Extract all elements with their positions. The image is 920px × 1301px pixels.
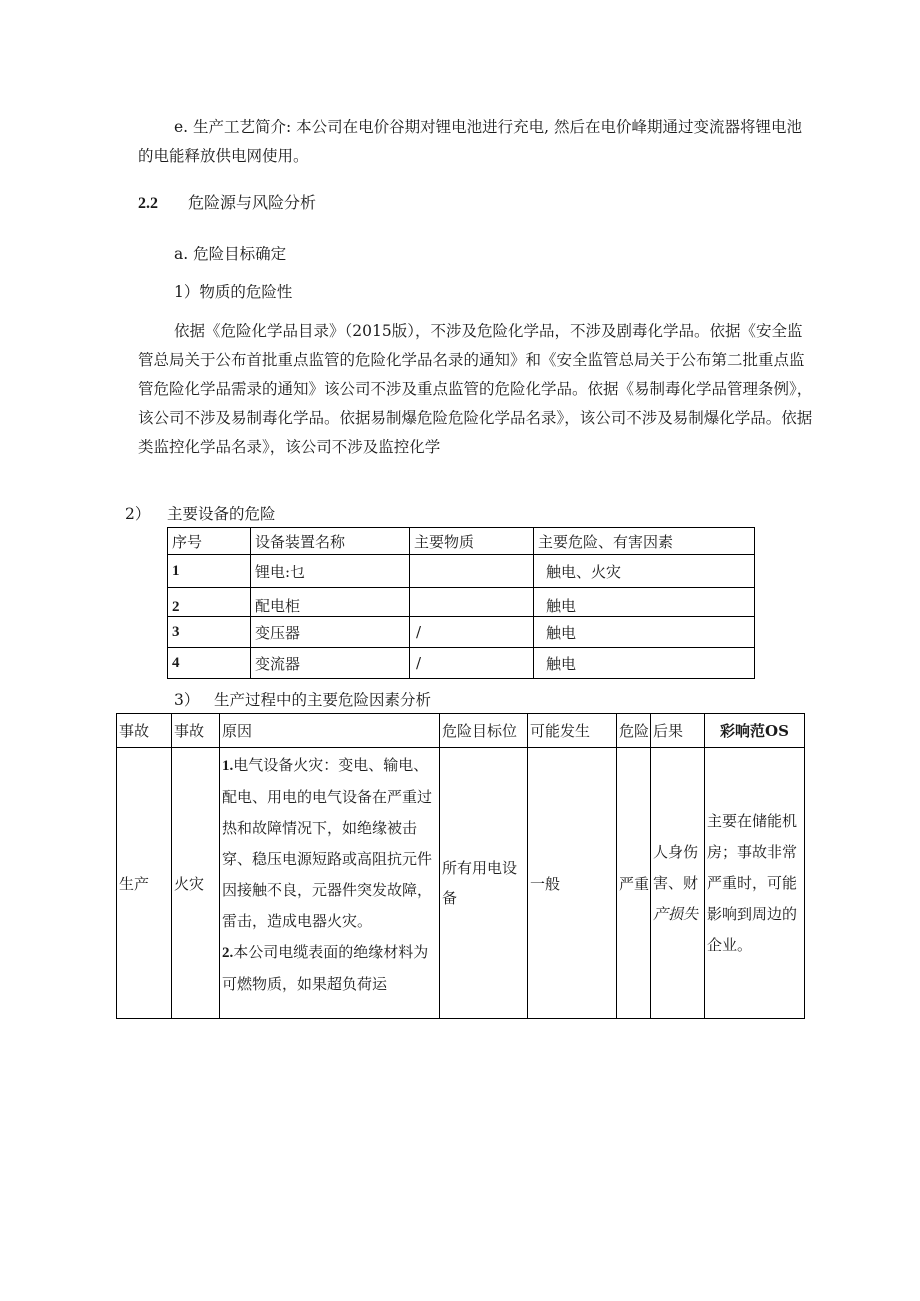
- header-cell: 设备装置名称: [251, 528, 410, 555]
- cause2-text: 本公司电缆表面的绝缘材料为可燃物质，如果超负荷运: [222, 943, 429, 993]
- equipment-name: 变流器: [251, 648, 410, 679]
- header-cell: 主要物质: [410, 528, 534, 555]
- item3-heading: [174, 688, 431, 710]
- risk-analysis-table: [116, 713, 805, 1019]
- consequence-text-italic: 产损失: [653, 904, 699, 923]
- scope-cell: 主要在储能机房；事故非常严重时，可能影响到周边的企业。: [705, 748, 805, 1019]
- equipment-material: [410, 555, 534, 588]
- row-number: 4: [168, 648, 251, 679]
- header-cell: 可能发生: [528, 714, 617, 748]
- equipment-name: 变压器: [251, 617, 410, 648]
- item2-heading: [125, 502, 276, 524]
- header-cell: 序号: [168, 528, 251, 555]
- item2-title: 主要设备的危险: [167, 505, 276, 523]
- header-cell: 后果: [651, 714, 705, 748]
- likelihood-cell: 一般: [528, 748, 617, 1019]
- section-heading: [138, 190, 316, 213]
- row-number: 2: [168, 588, 251, 617]
- severity-cell: 严重: [617, 748, 651, 1019]
- item1-title: 1）物质的危险性: [174, 283, 293, 301]
- section-number: 2.2: [138, 195, 158, 212]
- header-cell: 原因: [220, 714, 440, 748]
- equipment-name: 锂电:乜: [251, 555, 410, 588]
- table-row: [168, 555, 755, 588]
- section-title: 危险源与风险分析: [188, 193, 317, 212]
- header-cell: 危险: [617, 714, 651, 748]
- row-number: 1: [168, 555, 251, 588]
- header-cell: 事故: [172, 714, 220, 748]
- equipment-table: [167, 527, 755, 679]
- item2-number: 2）: [125, 505, 151, 523]
- header-cell: 主要危险、有害因素: [534, 528, 755, 555]
- table-row: [168, 617, 755, 648]
- table-row: [168, 648, 755, 679]
- cause1-number: 1.: [222, 758, 234, 774]
- header-cell: 危险目标位: [440, 714, 528, 748]
- equipment-hazard: 触电: [534, 648, 755, 679]
- equipment-name: 配电柜: [251, 588, 410, 617]
- consequence-text: 人身伤害、财: [653, 842, 699, 892]
- item3-title: 生产过程中的主要危险因素分析: [214, 691, 432, 709]
- header-cell: 事故: [117, 714, 172, 748]
- cause2-number: 2.: [222, 945, 234, 961]
- table-header-row: [168, 528, 755, 555]
- equipment-hazard: 触电: [534, 588, 755, 617]
- row-number: 3: [168, 617, 251, 648]
- equipment-material: /: [410, 617, 534, 648]
- cause1-text: 电气设备火灾：变电、输电、配电、用电的电气设备在严重过热和故障情况下，如绝缘被击穿、稳压电源短路或高阻抗元件因接触不良，元器件突发故障，雷击，造成电器火灾。: [222, 756, 433, 930]
- equipment-material: /: [410, 648, 534, 679]
- equipment-material: [410, 588, 534, 617]
- cause-cell: [220, 748, 440, 1019]
- category-cell: 生产: [117, 748, 172, 1019]
- accident-type-cell: 火灾: [172, 748, 220, 1019]
- table-header-row: [117, 714, 805, 748]
- target-cell: 所有用电设备: [440, 748, 528, 1019]
- item1-text: 依据《危险化学品目录》（2015版），不涉及危险化学品，不涉及剧毒化学品。依据《安全监管总局关于公布首批重点监管的危险化学品名录的通知》和《安全监管总局关于公布第二批重点监管危险化学品需录的通知》该公司不涉及重点监管的危险化学品。依据《易制毒化学品管理条例》，该公司不涉及易制毒化学品。依据易制爆危险危险化学品名录》，该公司不涉及易制爆化学品。依据类监控化学品名录》，该公司不涉及监控化学: [138, 322, 813, 456]
- item3-number: 3）: [174, 691, 200, 709]
- equipment-hazard: 触电: [534, 617, 755, 648]
- consequence-cell: [651, 748, 705, 1019]
- subsection-a: a. 危险目标确定: [174, 245, 287, 263]
- table-row: [117, 748, 805, 1019]
- header-cell: 彩响范OS: [705, 714, 805, 748]
- equipment-hazard: 触电、火灾: [534, 555, 755, 588]
- table-row: [168, 588, 755, 617]
- process-intro: e. 生产工艺简介: 本公司在电价谷期对锂电池进行充电, 然后在电价峰期通过变流器将锂电池的电能释放供电网使用。: [138, 118, 803, 165]
